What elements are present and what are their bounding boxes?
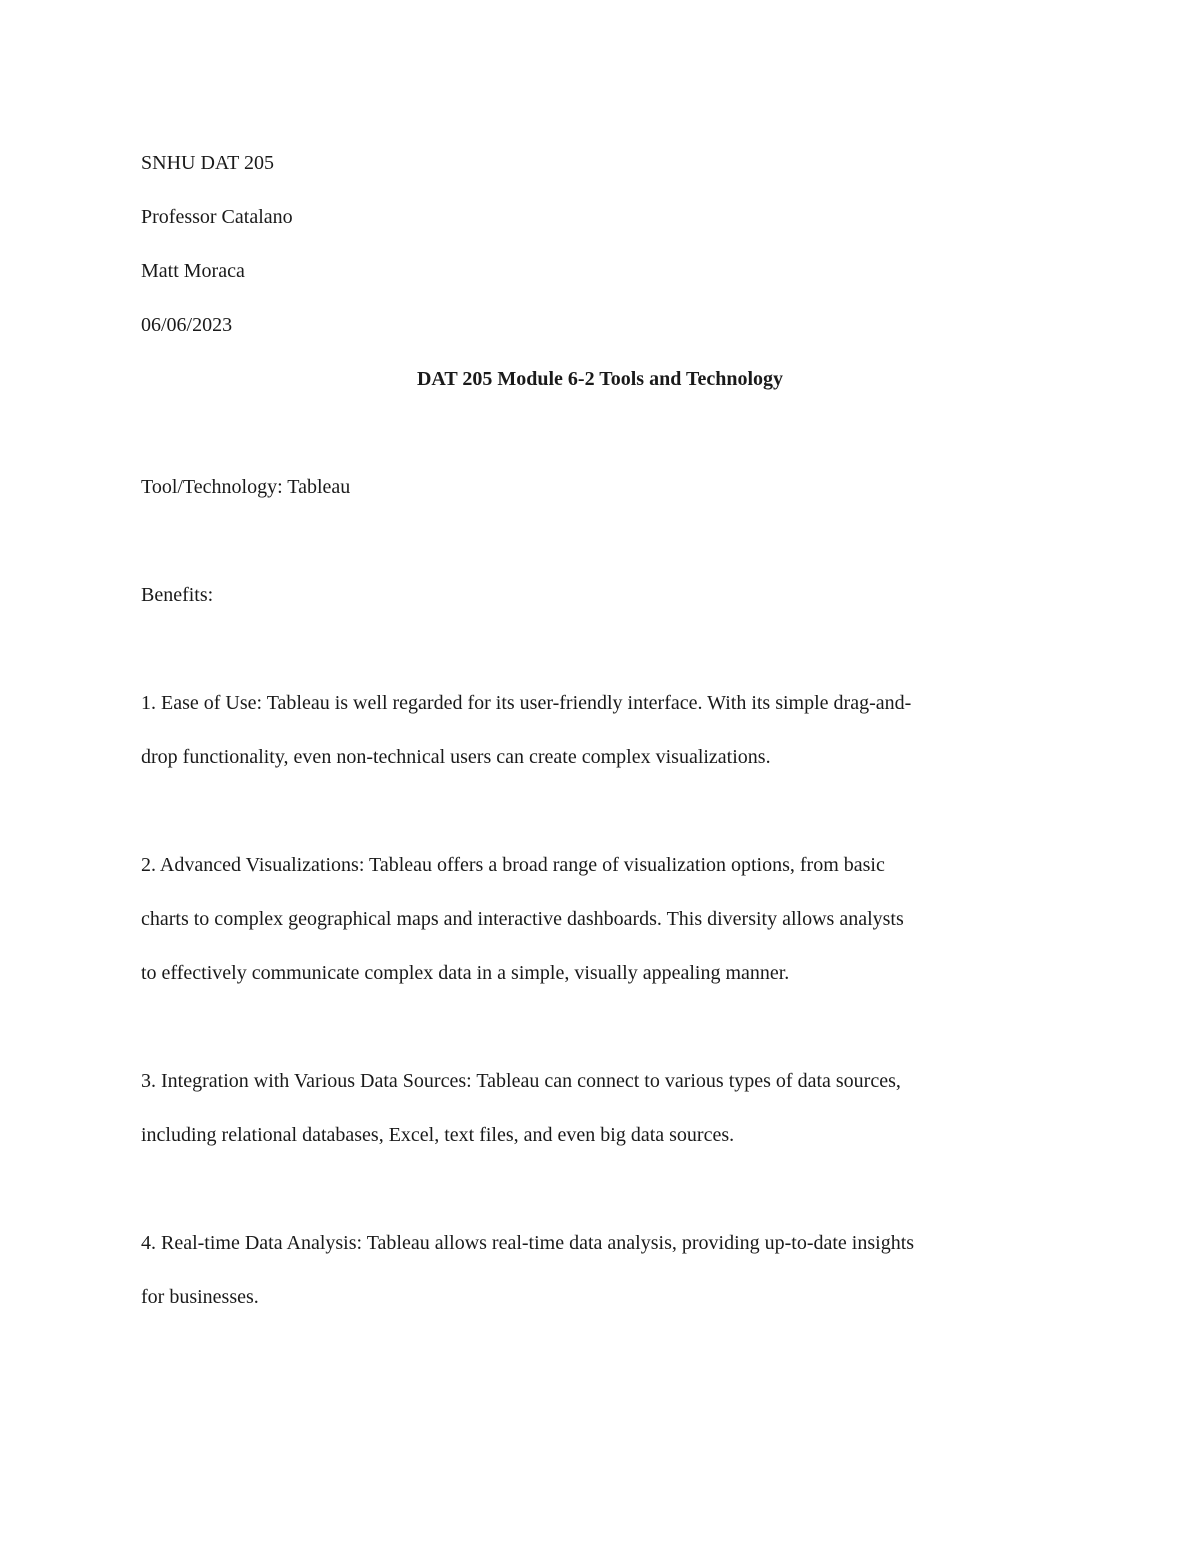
benefit-item-3 — [141, 1054, 1059, 1162]
professor-line: Professor Catalano — [141, 206, 293, 228]
benefit-2-line-1: 2. Advanced Visualizations: Tableau offers a broad range of visualization options, from basic — [141, 854, 885, 876]
benefit-1-line-2: drop functionality, even non-technical users can create complex visualizations. — [141, 746, 771, 768]
course-line: SNHU DAT 205 — [141, 152, 274, 174]
date-line: 06/06/2023 — [141, 314, 233, 336]
benefit-item-2 — [141, 838, 1059, 1000]
spacer — [141, 1162, 1059, 1216]
spacer — [141, 1000, 1059, 1054]
student-line: Matt Moraca — [141, 260, 245, 282]
benefit-3-line-1: 3. Integration with Various Data Sources: Tableau can connect to various types of data sources, — [141, 1070, 901, 1092]
spacer — [141, 784, 1059, 838]
document-title: DAT 205 Module 6-2 Tools and Technology — [416, 368, 784, 390]
tool-line: Tool/Technology: Tableau — [141, 476, 351, 498]
benefit-2-line-2: charts to complex geographical maps and interactive dashboards. This diversity allows analysts — [141, 908, 904, 930]
benefit-2-line-3: to effectively communicate complex data in a simple, visually appealing manner. — [141, 962, 790, 984]
benefit-item-1 — [141, 676, 1059, 784]
spacer — [141, 622, 1059, 676]
benefit-4-line-2: for businesses. — [141, 1286, 259, 1308]
benefit-3-line-2: including relational databases, Excel, text files, and even big data sources. — [141, 1124, 735, 1146]
benefit-1-line-1: 1. Ease of Use: Tableau is well regarded for its user-friendly interface. With its simple drag-and- — [141, 692, 912, 714]
benefits-heading: Benefits: — [141, 584, 214, 606]
benefit-4-line-1: 4. Real-time Data Analysis: Tableau allows real-time data analysis, providing up-to-date insights — [141, 1232, 915, 1254]
benefit-item-4 — [141, 1216, 1059, 1324]
document-body — [141, 136, 1059, 1324]
spacer — [141, 514, 1059, 568]
spacer — [141, 406, 1059, 460]
